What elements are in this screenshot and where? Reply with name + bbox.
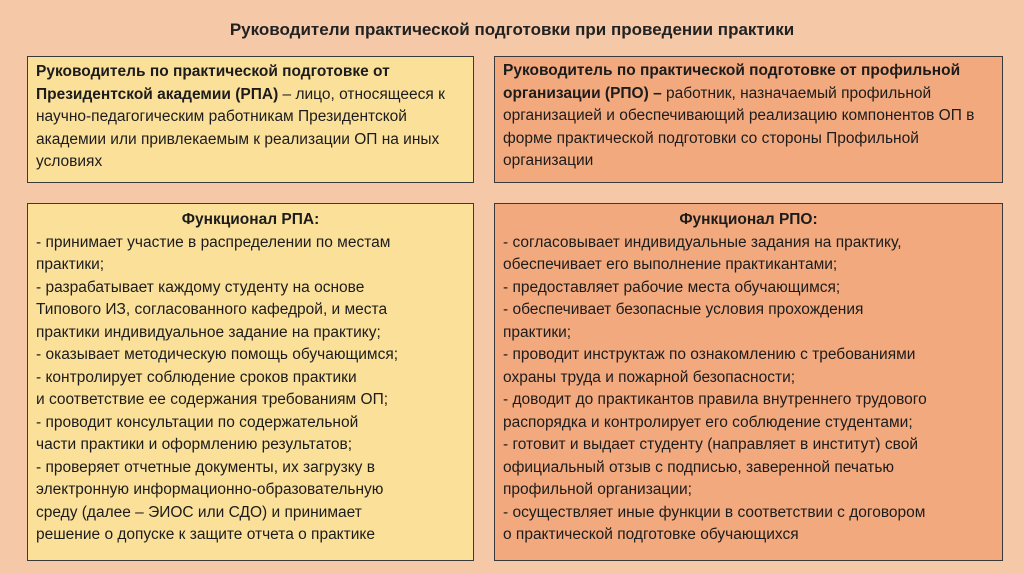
rpo-function-line: о практической подготовке обучающихся xyxy=(503,526,799,543)
rpo-term: Руководитель по практической подготовке от профильной организации (РПО) – xyxy=(503,62,961,102)
rpa-definition-text: – лицо, относящееся к научно-педагогическим работникам Президентской академии или привлекаемым к реализации ОП на иных условиях xyxy=(36,85,445,170)
rpo-functions-box xyxy=(494,203,1003,561)
rpa-function-line: среду (далее – ЭИОС или СДО) и принимает xyxy=(36,503,362,521)
rpo-function-line: - осуществляет иные функции в соответствии с договором xyxy=(503,503,926,521)
rpo-function-line: обеспечивает его выполнение практикантами; xyxy=(503,256,838,273)
rpa-function-line: - проверяет отчетные документы, их загрузку в xyxy=(36,458,375,476)
rpo-definition-box xyxy=(494,56,1003,183)
rpo-function-line: практики; xyxy=(503,323,572,341)
rpa-function-line: - оказывает методическую помощь обучающимся; xyxy=(36,346,399,363)
rpa-function-line: - контролирует соблюдение сроков практики xyxy=(36,368,357,386)
rpa-functions-heading: Функционал РПА: xyxy=(181,211,320,228)
rpa-function-line: и соответствие ее содержания требованиям ОП; xyxy=(36,391,389,408)
rpo-function-line: - готовит и выдает студенту (направляет в институт) свой xyxy=(503,436,918,453)
rpa-function-line: - проводит консультации по содержательной xyxy=(36,413,359,431)
rpo-definition-text: работник, назначаемый профильной организацией и обеспечивающий реализацию компонентов ОП в форме практической подготовки со стороны Профильной организации xyxy=(503,84,975,169)
rpo-functions-heading: Функционал РПО: xyxy=(679,211,818,228)
rpo-function-line: - обеспечивает безопасные условия прохождения xyxy=(503,301,864,318)
rpo-function-line: - доводит до практикантов правила внутреннего трудового xyxy=(503,391,927,408)
rpo-function-line: - предоставляет рабочие места обучающимся; xyxy=(503,278,841,296)
rpa-function-line: практики; xyxy=(36,256,105,273)
rpa-function-line: - принимает участие в распределении по местам xyxy=(36,233,391,251)
rpa-function-line: практики индивидуальное задание на практику; xyxy=(36,323,381,341)
rpa-function-line: части практики и оформлению результатов; xyxy=(36,436,353,453)
rpa-definition-box xyxy=(27,56,474,183)
rpo-function-line: распорядка и контролирует его соблюдение студентами; xyxy=(503,413,913,431)
rpo-function-line: профильной организации; xyxy=(503,481,692,498)
slide-title: Руководители практической подготовки при проведении практики xyxy=(229,20,795,39)
rpo-function-line: - согласовывает индивидуальные задания на практику, xyxy=(503,233,902,251)
rpo-function-line: охраны труда и пожарной безопасности; xyxy=(503,368,796,386)
rpa-functions-box xyxy=(27,203,474,561)
rpa-function-line: электронную информационно-образовательную xyxy=(36,481,384,498)
rpo-function-line: официальный отзыв с подписью, заверенной печатью xyxy=(503,458,895,476)
rpo-function-line: - проводит инструктаж по ознакомлению с требованиями xyxy=(503,346,916,363)
rpa-function-line: - разрабатывает каждому студенту на основе xyxy=(36,278,365,296)
rpa-term: Руководитель по практической подготовке от Президентской академии (РПА) xyxy=(36,63,390,103)
rpa-function-line: решение о допуске к защите отчета о практике xyxy=(36,526,375,543)
rpa-function-line: Типового ИЗ, согласованного кафедрой, и места xyxy=(36,301,388,318)
